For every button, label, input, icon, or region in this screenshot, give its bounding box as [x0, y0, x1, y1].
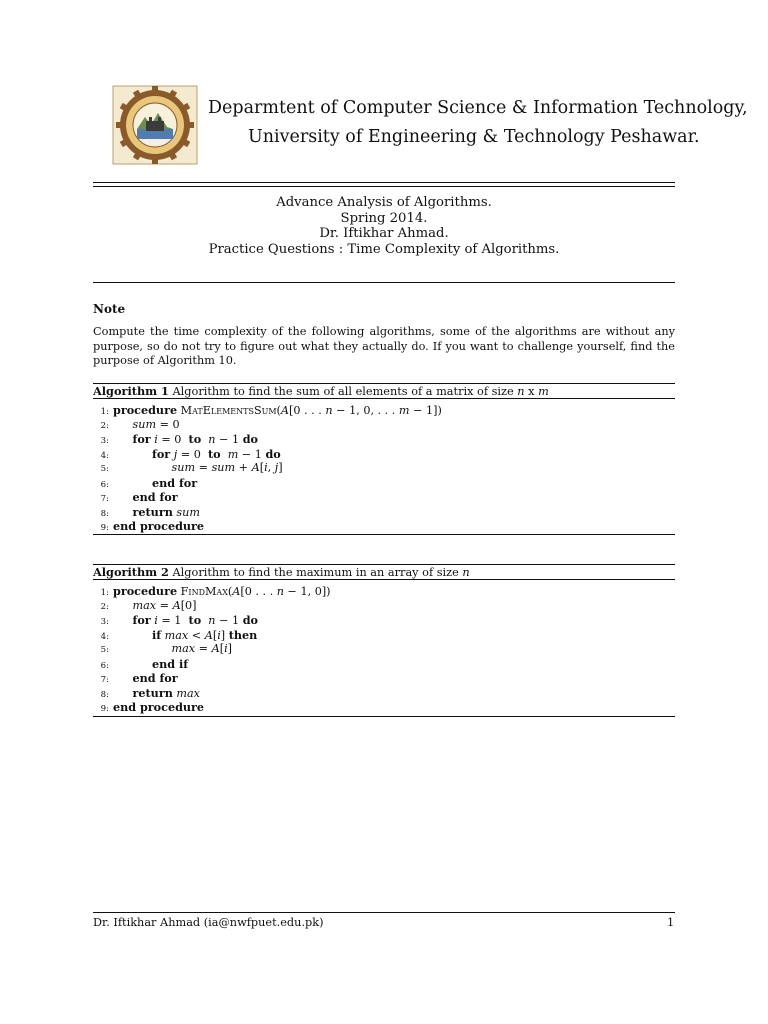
line-code: max = A[0] — [132, 598, 197, 612]
algo2-caption-rule — [93, 579, 675, 580]
line-code: end for — [132, 671, 178, 685]
line-code: for i = 1 to n − 1 do — [132, 613, 258, 627]
line-number: 7: — [100, 675, 109, 685]
line-number: 9: — [100, 704, 109, 714]
line-number: 5: — [100, 464, 109, 474]
university-logo — [112, 85, 198, 165]
course-title: Advance Analysis of Algorithms. — [276, 195, 492, 210]
algo1-caption-text: Algorithm to find the sum of all elements of a matrix of size n x m — [172, 385, 549, 398]
algo1-label: Algorithm 1 — [93, 384, 169, 398]
algo2-label: Algorithm 2 — [93, 565, 169, 579]
note-heading: Note — [93, 302, 126, 316]
line-number: 6: — [100, 660, 109, 671]
line-code: end if — [152, 656, 189, 671]
line-number: 8: — [100, 508, 109, 519]
page-number: 1 — [667, 916, 675, 929]
line-code: sum = 0 — [132, 417, 180, 431]
line-code: for j = 0 to m − 1 do — [152, 446, 281, 461]
line-number: 1: — [100, 407, 109, 417]
pseudocode-line — [93, 519, 204, 535]
course-instructor: Dr. Iftikhar Ahmad. — [319, 226, 449, 241]
line-code: end procedure — [113, 700, 205, 714]
line-number: 3: — [100, 617, 109, 627]
course-divider — [93, 282, 675, 283]
department-name: Deparmtent of Computer Science & Information Technology, — [208, 98, 748, 118]
line-code: return sum — [132, 504, 200, 519]
algo2-caption — [93, 565, 470, 580]
header-divider-bottom — [93, 186, 675, 187]
algo1-caption-rule — [93, 398, 675, 399]
line-number: 3: — [100, 436, 109, 446]
pseudocode-line — [93, 599, 197, 614]
line-number: 6: — [100, 479, 109, 490]
line-code: for i = 0 to n − 1 do — [132, 432, 258, 446]
line-code: procedure MatElementsSum(A[0 . . . n − 1, 0, . . . m − 1]) — [113, 403, 442, 417]
line-number: 4: — [100, 450, 109, 461]
course-term: Spring 2014. — [340, 210, 428, 226]
line-code: end for — [152, 475, 198, 490]
pseudocode-line — [93, 700, 204, 716]
note-body: Compute the time complexity of the following algorithms, some of the algorithms are without any purpose, so do not try to figure out what they actually do. If you want to challenge yourself, find the purpose of Algorithm 10. — [93, 325, 675, 368]
algo2-caption-text: Algorithm to find the maximum in an array of size n — [172, 566, 470, 579]
line-code: if max < A[i] then — [152, 627, 258, 642]
line-number: 5: — [100, 645, 109, 655]
university-name: University of Engineering & Technology Peshawar. — [248, 127, 700, 147]
line-code: return max — [132, 685, 200, 700]
line-number: 2: — [100, 601, 109, 612]
algo1-bottom-rule — [93, 534, 675, 535]
line-code: procedure FindMax(A[0 . . . n − 1, 0]) — [113, 584, 331, 598]
line-number: 9: — [100, 523, 109, 533]
pseudocode-line — [93, 642, 232, 657]
course-info — [93, 195, 675, 257]
line-number: 1: — [100, 588, 109, 598]
algo2-bottom-rule — [93, 716, 675, 717]
line-code: end procedure — [113, 519, 205, 533]
line-number: 4: — [100, 631, 109, 642]
algorithm-1 — [93, 384, 675, 534]
line-number: 2: — [100, 420, 109, 431]
pseudocode-line — [93, 418, 180, 433]
algo1-caption — [93, 384, 549, 399]
line-number: 7: — [100, 494, 109, 504]
algorithm-2 — [93, 565, 675, 715]
footer-rule — [93, 912, 675, 913]
header-divider-top — [93, 182, 675, 183]
footer-author: Dr. Iftikhar Ahmad (ia@nwfpuet.edu.pk) — [93, 916, 324, 929]
line-code: sum = sum + A[i, j] — [171, 461, 283, 474]
course-topic: Practice Questions : Time Complexity of Algorithms. — [208, 241, 560, 257]
line-code: end for — [132, 490, 178, 504]
pseudocode-line — [93, 461, 283, 476]
line-code: max = A[i] — [171, 642, 233, 655]
line-number: 8: — [100, 689, 109, 700]
